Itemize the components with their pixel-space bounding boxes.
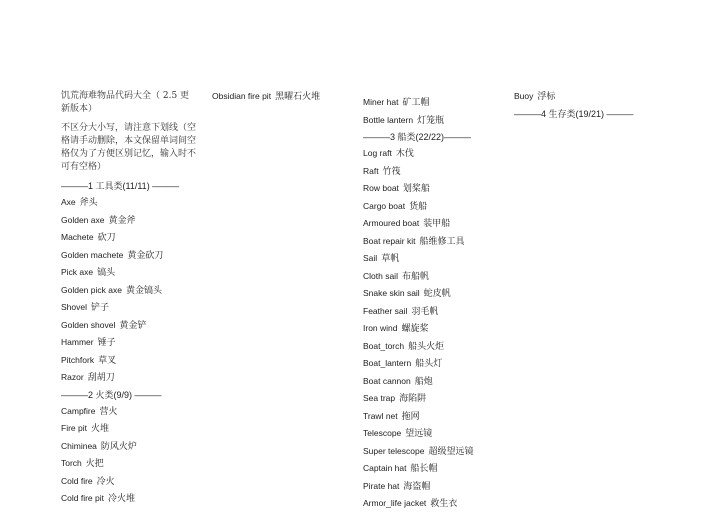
section-heading-boats: ———3 船类(22/22)——— [363, 132, 472, 142]
list-item: Campfire 营火 [61, 405, 118, 417]
list-item: Armor_life jacket 救生衣 [363, 498, 458, 509]
column-4 [514, 90, 634, 124]
column-1 [61, 90, 196, 510]
list-item: Boat repair kit 船维修工具 [363, 235, 465, 247]
list-item: Axe 斧头 [61, 197, 98, 208]
list-item: Telescope 望远镜 [363, 428, 433, 439]
section-heading-fire: ———2 火类(9/9) ——— [61, 389, 162, 400]
list-item: Chiminea 防风火炉 [61, 440, 137, 452]
document-title: 饥荒海难物品代码大全（ 2.5 更新版本） [61, 91, 190, 114]
list-item: Raft 竹筏 [363, 165, 401, 177]
list-item: Pitchfork 草叉 [61, 354, 117, 366]
list-item: Cloth sail 布船帆 [363, 270, 429, 282]
list-item: Row boat 划桨船 [363, 183, 430, 194]
column-2 [212, 90, 347, 108]
list-item: Iron wind 螺旋桨 [363, 323, 429, 334]
list-item: Machete 砍刀 [61, 232, 116, 243]
list-item: Buoy 浮标 [514, 91, 556, 102]
list-item: Hammer 锤子 [61, 337, 116, 348]
list-item: Sea trap 海陷阱 [363, 393, 427, 404]
list-item: Fire pit 火堆 [61, 423, 109, 434]
list-item: Obsidian fire pit 黑曜石火堆 [212, 91, 321, 102]
list-item: Cold fire pit 冷火堆 [61, 493, 136, 504]
list-item: Pirate hat 海盗帽 [363, 480, 431, 492]
list-item: Golden shovel 黄金铲 [61, 319, 147, 331]
list-item: Shovel 铲子 [61, 302, 110, 313]
list-item: Log raft 木伐 [363, 148, 414, 159]
list-item: Captain hat 船长帽 [363, 463, 438, 474]
list-item: Golden machete 黄金砍刀 [61, 249, 164, 261]
list-item: Boat cannon 船炮 [363, 375, 433, 387]
list-item: Cargo boat 货船 [363, 200, 428, 212]
list-item: Boat_torch 船头火炬 [363, 340, 445, 352]
usage-note: 不区分大小写，请注意下划线（空格请手动删除，本文保留单词间空格仅为了方便区别记忆，输入时不可有空格） [61, 123, 197, 172]
list-item: Golden pick axe 黄金镐头 [61, 284, 162, 296]
list-item: Boat_lantern 船头灯 [363, 358, 443, 369]
list-item: Pick axe 镐头 [61, 267, 116, 278]
list-item: Bottle lantern 灯笼瓶 [363, 114, 445, 126]
list-item: Super telescope 超级望远镜 [363, 445, 474, 457]
list-item: Cold fire 冷火 [61, 475, 115, 487]
section-heading-tools: ———1 工具类(11/11) ——— [61, 181, 180, 191]
list-item: Feather sail 羽毛帆 [363, 305, 439, 317]
list-item: Sail 草帆 [363, 253, 400, 264]
list-item: Trawl net 拖网 [363, 410, 420, 422]
list-item: Snake skin sail 蛇皮帆 [363, 288, 451, 299]
list-item: Miner hat 矿工帽 [363, 97, 430, 108]
list-item: Torch 火把 [61, 458, 104, 469]
section-heading-survival: ———4 生存类(19/21) ——— [514, 108, 634, 119]
list-item: Armoured boat 装甲船 [363, 218, 451, 229]
list-item: Golden axe 黄金斧 [61, 214, 136, 226]
list-item: Razor 刮胡刀 [61, 372, 115, 383]
column-3 [363, 96, 498, 515]
